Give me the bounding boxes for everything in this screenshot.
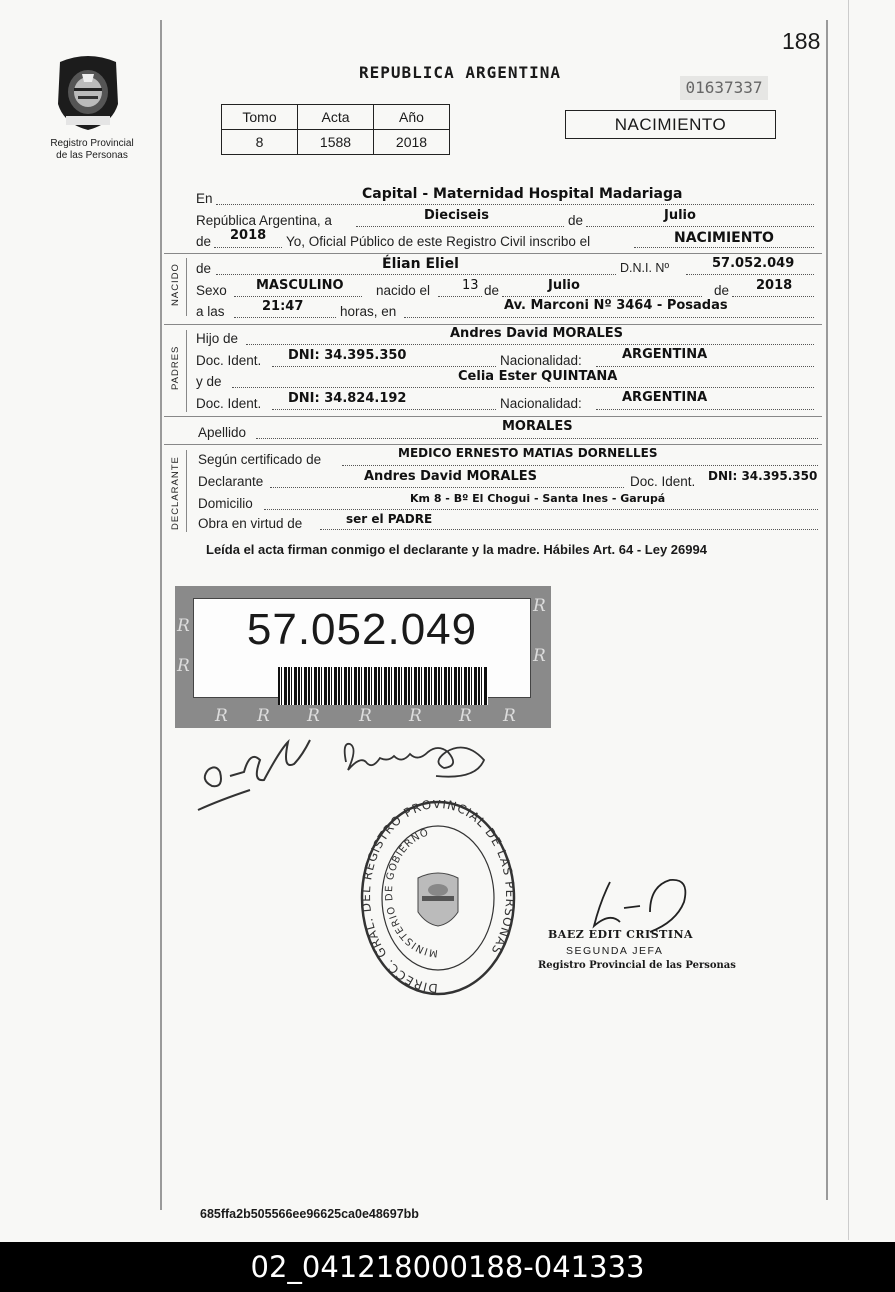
logo-caption-1: Registro Provincial [50, 138, 134, 149]
watermark-r-icon: R [215, 706, 228, 726]
table-value-ano: 2018 [374, 130, 450, 155]
watermark-r-icon: R [177, 616, 190, 636]
madre-signature [336, 722, 496, 792]
sexo-label: Sexo [196, 283, 227, 298]
madre-doc-dotline [272, 409, 496, 410]
nombre-value: Élian Eliel [382, 256, 459, 272]
dni-dotline [686, 274, 814, 275]
province-logo [52, 52, 124, 132]
watermark-r-icon: R [409, 706, 422, 726]
apellido-label: Apellido [198, 425, 247, 440]
barcode-icon [278, 667, 488, 705]
nac-label-1: Nacionalidad: [500, 353, 582, 368]
segun-label: Según certificado de [198, 452, 322, 467]
lugar-dotline [404, 317, 814, 318]
misiones-coat-of-arms-icon [52, 52, 124, 132]
birth-year-value: 2018 [756, 278, 793, 293]
lugar-value: Av. Marconi Nº 3464 - Posadas [504, 298, 728, 313]
yo-text: Yo, Oficial Público de este Registro Civil inscribo el [286, 234, 591, 249]
nacido-el-label: nacido el [376, 283, 431, 298]
birthday-dotline [438, 296, 482, 297]
sexo-dotline [234, 296, 362, 297]
official-name: BAEZ EDIT CRISTINA [548, 928, 694, 941]
alas-label: a las [196, 304, 225, 319]
declarante-bracket [186, 450, 187, 532]
closing-text: Leída el acta firman conmigo el declarante y la madre. Hábiles Art. 64 - Ley 26994 [206, 542, 707, 557]
apellido-value: MORALES [502, 419, 573, 434]
official-title: SEGUNDA JEFA [566, 945, 664, 957]
watermark-r-icon: R [533, 646, 546, 666]
certificado-value: MEDICO ERNESTO MATIAS DORNELLES [398, 446, 658, 460]
declarante-doc-value: DNI: 34.395.350 [708, 469, 818, 483]
yde-label: y de [196, 374, 222, 389]
month-value: Julio [664, 208, 696, 223]
right-edge-rule [848, 0, 849, 1240]
section-divider-2 [164, 324, 822, 325]
hijo-label: Hijo de [196, 331, 239, 346]
section-label-nacido: NACIDO [170, 263, 181, 306]
declarante-value: Andres David MORALES [364, 469, 538, 484]
table-header-acta: Acta [298, 105, 374, 130]
table-header-ano: Año [374, 105, 450, 130]
sticker-number: 57.052.049 [246, 605, 478, 654]
document-title: REPUBLICA ARGENTINA [359, 63, 562, 82]
de-label-3: de [196, 261, 212, 276]
en-dotline [216, 204, 814, 205]
padres-bracket [186, 330, 187, 412]
watermark-r-icon: R [459, 706, 472, 726]
official-office: Registro Provincial de las Personas [538, 960, 736, 971]
section-divider-4 [164, 444, 822, 445]
docid-label-2: Doc. Ident. [196, 396, 262, 411]
madre-value: Celia Ester QUINTANA [458, 369, 618, 384]
obra-label: Obra en virtud de [198, 516, 303, 531]
day-value: Dieciseis [424, 208, 489, 223]
domicilio-value: Km 8 - Bº El Chogui - Santa Ines - Garupá [410, 492, 666, 505]
inscribo-dotline [634, 247, 814, 248]
logo-caption-2: de las Personas [56, 150, 128, 161]
madre-doc-value: DNI: 34.824.192 [288, 391, 407, 406]
certificado-dotline [342, 465, 818, 466]
table-value-tomo: 8 [222, 130, 298, 155]
en-label: En [196, 191, 213, 206]
left-margin-rule [160, 20, 162, 1210]
declarante-label: Declarante [198, 474, 264, 489]
table-value-acta: 1588 [298, 130, 374, 155]
birthyear-dotline [732, 296, 814, 297]
dni-sticker [175, 586, 551, 728]
watermark-r-icon: R [533, 596, 546, 616]
padre-value: Andres David MORALES [450, 326, 624, 341]
de-label-4: de [484, 283, 500, 298]
seal-inner-text: MINISTERIO DE GOBIERNO [383, 827, 439, 959]
declarante-signature [190, 730, 320, 820]
obra-value: ser el PADRE [346, 512, 433, 526]
padre-doc-dotline [272, 366, 496, 367]
registry-table [221, 104, 450, 155]
padre-doc-value: DNI: 34.395.350 [288, 348, 407, 363]
sticker-panel [193, 598, 531, 698]
sexo-value: MASCULINO [256, 278, 344, 293]
de-label-5: de [714, 283, 730, 298]
section-divider-3 [164, 416, 822, 417]
de-label-2: de [196, 234, 212, 249]
birth-day-value: 13 [462, 278, 479, 293]
nombre-dotline [216, 274, 616, 275]
docid-label-3: Doc. Ident. [630, 474, 696, 489]
dni-label: D.N.I. Nº [620, 261, 670, 275]
madre-dotline [232, 387, 814, 388]
serial-number: 01637337 [680, 76, 768, 100]
section-label-declarante: DECLARANTE [170, 456, 181, 530]
de-label-1: de [568, 213, 584, 228]
apellido-dotline [256, 438, 818, 439]
padre-nac-dotline [596, 366, 814, 367]
table-header-tomo: Tomo [222, 105, 298, 130]
madre-nac-dotline [596, 409, 814, 410]
year-dotline [214, 247, 282, 248]
nacido-bracket [186, 258, 187, 316]
birthmonth-dotline [502, 296, 702, 297]
month-dotline [586, 226, 814, 227]
en-value: Capital - Maternidad Hospital Madariaga [362, 186, 683, 202]
document-hash: 685ffa2b505566ee96625ca0e48697bb [200, 1207, 419, 1221]
watermark-r-icon: R [307, 706, 320, 726]
watermark-r-icon: R [257, 706, 270, 726]
watermark-r-icon: R [503, 706, 516, 726]
obra-dotline [320, 529, 818, 530]
nac-label-2: Nacionalidad: [500, 396, 582, 411]
seal-emblem-icon [418, 873, 458, 926]
day-dotline [356, 226, 564, 227]
watermark-r-icon: R [359, 706, 372, 726]
birth-month-value: Julio [548, 278, 580, 293]
seal-outer-text: DIRECC. GRAL. DEL REGISTRO PROVINCIAL DE LAS PERSONAS [360, 800, 516, 996]
official-seal [360, 800, 516, 996]
inscribo-value: NACIMIENTO [674, 230, 774, 246]
page-number: 188 [782, 28, 821, 54]
year-value: 2018 [230, 228, 267, 243]
padre-nac-value: ARGENTINA [622, 347, 708, 362]
dni-value: 57.052.049 [712, 256, 795, 271]
record-type-box: NACIMIENTO [565, 110, 776, 139]
republica-label: República Argentina, a [196, 213, 332, 228]
section-label-padres: PADRES [170, 345, 181, 390]
madre-nac-value: ARGENTINA [622, 390, 708, 405]
right-margin-rule [826, 20, 828, 1200]
padre-dotline [246, 344, 814, 345]
domicilio-dotline [264, 509, 818, 510]
docid-label-1: Doc. Ident. [196, 353, 262, 368]
hora-dotline [234, 317, 336, 318]
domicilio-label: Domicilio [198, 496, 253, 511]
watermark-r-icon: R [177, 656, 190, 676]
declarante-dotline [270, 487, 624, 488]
section-divider-1 [164, 253, 822, 254]
footer-file-id: 02_041218000188-041333 [0, 1242, 895, 1292]
horas-label: horas, en [340, 304, 397, 319]
hora-value: 21:47 [262, 299, 304, 314]
